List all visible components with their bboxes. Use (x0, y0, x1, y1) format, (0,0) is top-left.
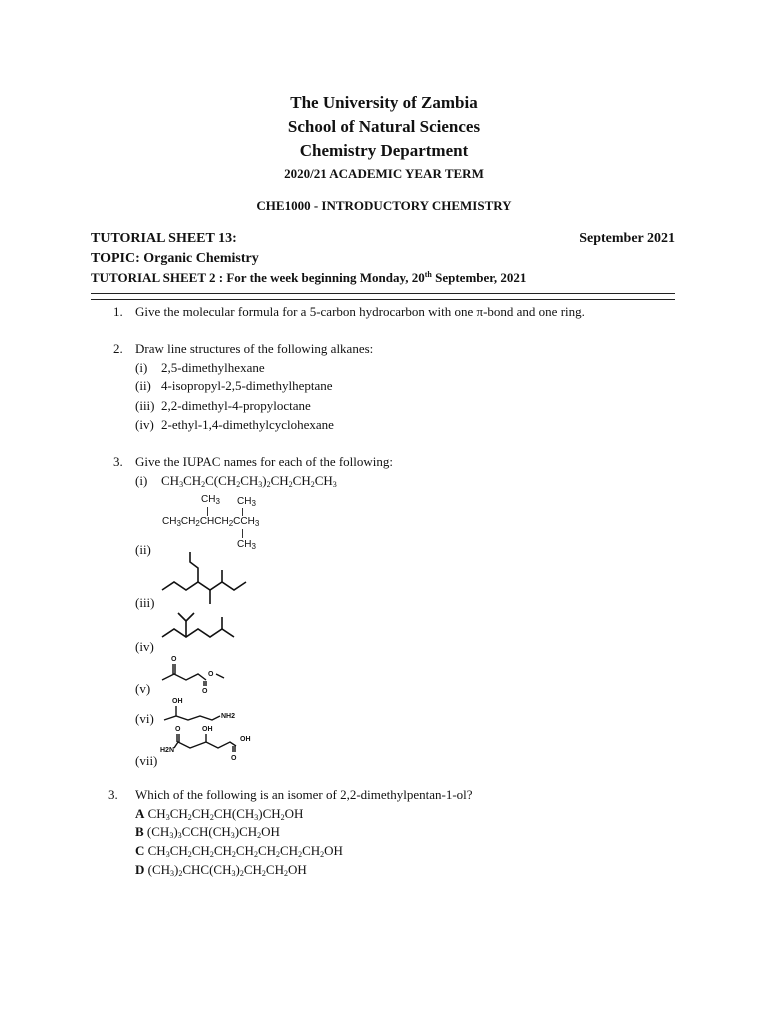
oxygen-atom: O (208, 671, 214, 678)
hydroxyl-group: OH (172, 698, 183, 705)
q2-item-text: 2-ethyl-1,4-dimethylcyclohexane (161, 417, 334, 432)
q2-item-text: 2,5-dimethylhexane (161, 360, 265, 375)
q2-item-text: 4-isopropyl-2,5-dimethylheptane (161, 378, 333, 393)
q3-label-ii: (ii) (135, 542, 151, 557)
sheet2-line (91, 270, 526, 286)
academic-year: 2020/21 ACADEMIC YEAR TERM (284, 166, 484, 181)
q1-text-after: -bond and one ring. (483, 304, 585, 319)
bond-line (242, 508, 243, 516)
sheet2-tail: September, 2021 (431, 270, 527, 285)
option-letter: C (135, 843, 145, 858)
oxygen-atom: O (175, 726, 181, 733)
q3-label-vii: (vii) (135, 753, 158, 768)
option-formula: $(CH_3)_2CHC(CH_3)_2CH_2CH_2OH$ (147, 862, 307, 878)
hydroxyl-group: OH (202, 726, 213, 733)
option-letter: B (135, 824, 144, 839)
q2-item-label: (ii) (135, 378, 151, 393)
q2-number: 2. (113, 341, 123, 356)
q3-number: 3. (113, 454, 123, 469)
option-c (135, 843, 343, 859)
option-d (135, 862, 307, 878)
q4-number: 3. (108, 787, 118, 802)
condensed-main: $CH_3CH_2CHCH_2CCH_3$ (162, 516, 260, 528)
q2-text: Draw line structures of the following alkanes: (135, 341, 374, 356)
school-title: School of Natural Sciences (287, 117, 481, 136)
topic-value: Organic Chemistry (143, 251, 259, 266)
sheet-date: September 2021 (579, 231, 675, 246)
option-b (135, 824, 280, 840)
hydroxyl-group: OH (240, 736, 251, 743)
condensed-bottom: $CH_3$ (237, 539, 256, 551)
q2-item-label: (iv) (135, 417, 154, 432)
option-a (135, 806, 303, 822)
q3-label-vi: (vi) (135, 711, 154, 726)
q3-label-v: (v) (135, 681, 151, 696)
q1-text-before: Give the molecular formula for a 5-carbon hydrocarbon with one (135, 304, 477, 319)
option-formula: $(CH_3)_3CCH(CH_3)CH_2OH$ (146, 824, 280, 840)
q3-formula-i: $CH_3CH_2C(CH_2CH_3)_2CH_2CH_2CH_3$ (161, 473, 337, 489)
topic-line (91, 251, 259, 267)
q3-label-iii: (iii) (135, 595, 155, 610)
skeletal-structure-iv (160, 652, 240, 694)
skeletal-structure-ii (160, 552, 250, 606)
skeletal-structure-vi (160, 724, 260, 762)
double-rule-divider (91, 293, 675, 300)
option-letter: A (135, 806, 145, 821)
q4-text: Which of the following is an isomer of 2,2-dimethylpentan-1-ol? (135, 787, 473, 802)
topic-label: TOPIC: (91, 251, 140, 266)
condensed-top-right: $CH_3$ (237, 496, 256, 508)
q3-label-iv: (iv) (135, 639, 154, 654)
option-formula: $CH_3CH_2CH_2CH_2CH_2CH_2CH_2CH_2OH$ (147, 843, 343, 859)
sheet2-text: TUTORIAL SHEET 2 : For the week beginning Monday, 20 (91, 270, 425, 285)
q1-text (135, 304, 585, 320)
q3-text: Give the IUPAC names for each of the following: (135, 454, 394, 469)
bond-line (207, 507, 208, 516)
department-title: Chemistry Department (299, 141, 469, 160)
q2-item-label: (iii) (135, 398, 155, 413)
q2-item-label: (i) (135, 360, 148, 375)
course-title: CHE1000 - INTRODUCTORY CHEMISTRY (256, 198, 512, 213)
amino-group: NH2 (221, 713, 236, 720)
amino-group: H2N (160, 747, 175, 754)
oxygen-atom: O (171, 656, 177, 663)
oxygen-atom: O (231, 755, 237, 762)
q1-number: 1. (113, 304, 123, 319)
oxygen-atom: O (202, 688, 208, 694)
skeletal-structure-iii (160, 607, 240, 651)
bond-line (242, 529, 243, 538)
university-title: The University of Zambia (290, 93, 478, 112)
option-letter: D (135, 862, 145, 877)
sheet-label: TUTORIAL SHEET 13: (91, 231, 237, 246)
skeletal-structure-v (160, 696, 240, 726)
q2-item-text: 2,2-dimethyl-4-propyloctane (161, 398, 311, 413)
q1-pi: π (476, 304, 484, 319)
option-formula: $CH_3CH_2CH_2CH(CH_3)CH_2OH$ (147, 806, 304, 822)
sheet2-sup: th (424, 270, 432, 279)
q3-label-i: (i) (135, 473, 148, 488)
condensed-top-left: $CH_3$ (201, 494, 220, 506)
